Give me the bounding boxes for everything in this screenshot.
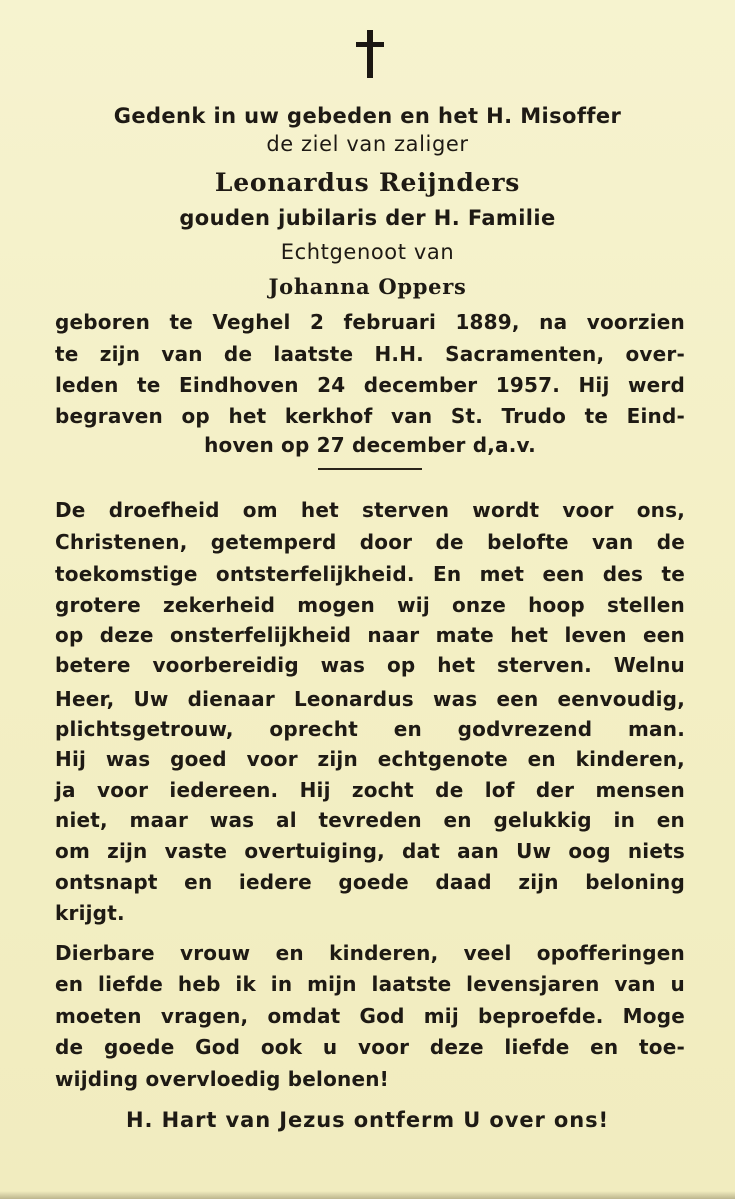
paragraph1-line: toekomstige ontsterfelijkheid. En met een des te [55, 562, 685, 586]
biography-line: hoven op 27 december d,a.v. [204, 433, 536, 457]
cross-icon [353, 30, 387, 78]
paragraph2-line: moeten vragen, omdat God mij beproefde. Moge [55, 1004, 685, 1028]
biography-line: begraven op het kerkhof van St. Trudo te Eind- [55, 404, 685, 428]
paragraph1-line: om zijn vaste overtuiging, dat aan Uw oog niets [55, 839, 685, 863]
divider [318, 468, 422, 470]
spouse-name: Johanna Oppers [268, 274, 467, 299]
paragraph1-line: Heer, Uw dienaar Leonardus was een eenvoudig, [55, 687, 685, 711]
paragraph2-line: wijding overvloedig belonen! [55, 1067, 389, 1091]
paragraph1-line: ontsnapt en iedere goede daad zijn beloning [55, 870, 685, 894]
paragraph1-line: grotere zekerheid mogen wij onze hoop stellen [55, 593, 685, 617]
paragraph2-line: de goede God ook u voor deze liefde en toe- [55, 1035, 685, 1059]
paragraph1-line: op deze onsterfelijkheid naar mate het leven een [55, 623, 685, 647]
paragraph2-line: en liefde heb ik in mijn laatste levensjaren van u [55, 972, 685, 996]
paragraph1-line: niet, maar was al tevreden en gelukkig in en [55, 808, 685, 832]
jubilee-line: gouden jubilaris der H. Familie [179, 206, 556, 230]
biography-line: leden te Eindhoven 24 december 1957. Hij werd [55, 373, 685, 397]
paragraph1-line: plichtsgetrouw, oprecht en godvrezend man. [55, 717, 685, 741]
paragraph1-line: Hij was goed voor zijn echtgenote en kinderen, [55, 747, 685, 771]
paragraph1-line: krijgt. [55, 901, 125, 925]
paragraph1-line: betere voorbereidig was op het sterven. Welnu [55, 653, 685, 677]
paragraph1-line: ja voor iedereen. Hij zocht de lof der mensen [55, 778, 685, 802]
deceased-name: Leonardus Reijnders [214, 168, 521, 197]
paragraph1-line: De droefheid om het sterven wordt voor ons, [55, 498, 685, 522]
invocation-line: Gedenk in uw gebeden en het H. Misoffer [113, 104, 622, 128]
biography-line: te zijn van de laatste H.H. Sacramenten, over- [55, 342, 685, 366]
spouse-intro: Echtgenoot van [280, 240, 455, 264]
paragraph2-line: Dierbare vrouw en kinderen, veel opofferingen [55, 941, 685, 965]
biography-line: geboren te Veghel 2 februari 1889, na voorzien [55, 310, 685, 334]
closing-prayer: H. Hart van Jezus ontferm U over ons! [126, 1108, 609, 1132]
paragraph1-line: Christenen, getemperd door de belofte van de [55, 530, 685, 554]
invocation-subline: de ziel van zaliger [266, 132, 469, 156]
